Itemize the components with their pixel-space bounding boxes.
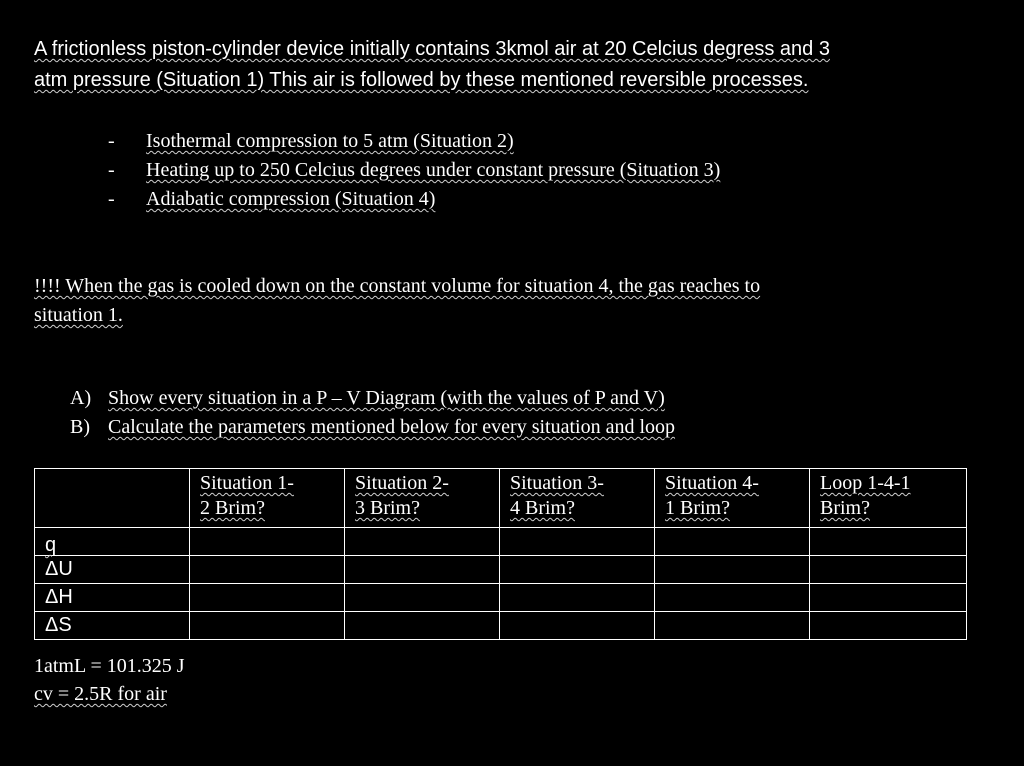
intro-line-1: A frictionless piston-cylinder device initially contains 3kmol air at 20 Celcius degress and 3 — [34, 38, 830, 60]
table-cell — [345, 528, 500, 556]
task-label: A) — [70, 387, 92, 409]
column-header: Situation 3- 4 Brim? — [500, 469, 655, 528]
intro-line-2: atm pressure (Situation 1) This air is followed by these mentioned reversible processes. — [34, 69, 809, 91]
table-cell — [655, 528, 810, 556]
task-label: B) — [70, 416, 90, 438]
process-text: Heating up to 250 Celcius degrees under constant pressure (Situation 3) — [146, 159, 721, 181]
cooling-note — [34, 272, 760, 330]
task-b — [70, 413, 675, 441]
table-cell — [190, 528, 345, 556]
table-cell — [810, 584, 967, 612]
table-header-row — [35, 469, 967, 528]
table-cell — [500, 528, 655, 556]
table-cell — [655, 584, 810, 612]
table-cell — [345, 584, 500, 612]
table-cell — [500, 612, 655, 640]
row-label-q: q — [35, 528, 190, 556]
table-cell — [810, 528, 967, 556]
column-header: Situation 2- 3 Brim? — [345, 469, 500, 528]
process-dash: - — [108, 130, 115, 152]
table-cell — [190, 612, 345, 640]
table-cell — [655, 612, 810, 640]
row-label-delta-s: ΔS — [35, 612, 190, 640]
note-line-2: situation 1. — [34, 304, 123, 326]
table-row — [35, 556, 967, 584]
table-cell — [345, 556, 500, 584]
process-item — [108, 128, 514, 154]
process-text: Adiabatic compression (Situation 4) — [146, 188, 436, 210]
table-cell — [190, 584, 345, 612]
task-text: Calculate the parameters mentioned below for every situation and loop — [108, 416, 676, 438]
column-header: Loop 1-4-1 Brim? — [810, 469, 967, 528]
row-label-delta-h: ΔH — [35, 584, 190, 612]
column-header: Situation 4- 1 Brim? — [655, 469, 810, 528]
table-cell — [810, 556, 967, 584]
process-item — [108, 186, 435, 212]
table-cell — [500, 556, 655, 584]
task-text: Show every situation in a P – V Diagram (with the values of P and V) — [108, 387, 665, 409]
table-cell — [655, 556, 810, 584]
unit-conversion: 1atmL = 101.325 J — [34, 655, 185, 677]
process-dash: - — [108, 188, 115, 210]
task-a — [70, 384, 665, 412]
process-item — [108, 157, 720, 183]
table-cell — [190, 556, 345, 584]
table-row — [35, 612, 967, 640]
results-table — [34, 468, 967, 640]
table-cell — [345, 612, 500, 640]
table-cell — [500, 584, 655, 612]
table-cell — [810, 612, 967, 640]
table-spacer-row — [35, 528, 967, 556]
note-line-1: !!!! When the gas is cooled down on the constant volume for situation 4, the gas reaches to — [34, 275, 761, 297]
process-dash: - — [108, 159, 115, 181]
row-label-delta-u: ΔU — [35, 556, 190, 584]
problem-intro — [34, 34, 830, 96]
column-header: Situation 1- 2 Brim? — [190, 469, 345, 528]
table-row — [35, 584, 967, 612]
cv-note: cv = 2.5R for air — [34, 683, 167, 705]
table-corner-cell — [35, 469, 190, 528]
process-text: Isothermal compression to 5 atm (Situation 2) — [146, 130, 514, 152]
